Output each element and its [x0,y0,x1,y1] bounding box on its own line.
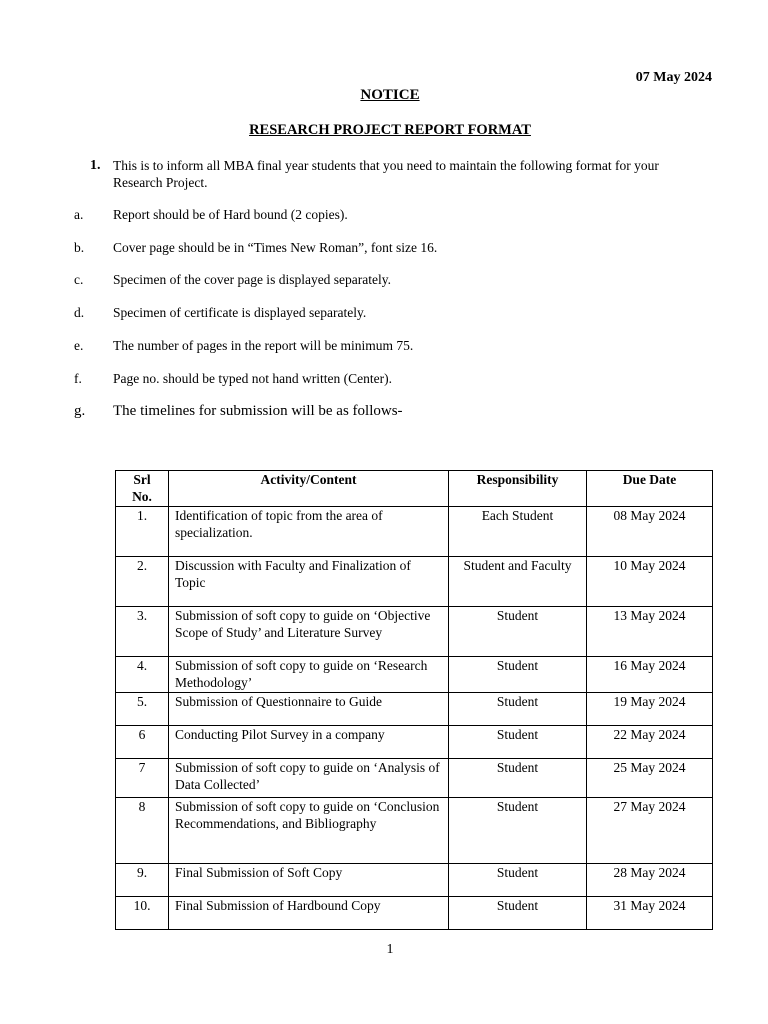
cell-responsibility: Student [449,864,587,897]
item-text-e: The number of pages in the report will be minimum 75. [113,338,414,353]
cell-due-date: 13 May 2024 [587,607,713,657]
notice-date: 07 May 2024 [635,70,712,85]
cell-activity: Conducting Pilot Survey in a company [169,726,449,759]
item-text-a: Report should be of Hard bound (2 copies). [113,207,348,222]
page-number: 1 [386,942,394,957]
item-text-c: Specimen of the cover page is displayed separately. [113,272,392,287]
table-header-row [116,471,713,507]
item-text-d: Specimen of certificate is displayed separately. [113,305,367,320]
table-row [116,864,713,897]
header-srl-no: Srl No. [116,471,169,507]
item-text-g: The timelines for submission will be as follows- [113,403,403,419]
cell-activity: Identification of topic from the area of specialization. [169,507,449,557]
cell-srl: 7 [116,759,169,798]
table-row [116,557,713,607]
cell-activity: Submission of soft copy to guide on ‘Analysis of Data Collected’ [169,759,449,798]
header-due-date: Due Date [587,471,713,507]
item-text-f: Page no. should be typed not hand written (Center). [113,371,392,386]
table-row [116,693,713,726]
item-letter-a: a. [74,207,84,222]
notice-title: NOTICE [360,87,420,103]
item-letter-f: f. [74,371,82,386]
cell-due-date: 25 May 2024 [587,759,713,798]
cell-due-date: 31 May 2024 [587,897,713,930]
cell-activity: Discussion with Faculty and Finalization of Topic [169,557,449,607]
item-letter-b: b. [74,240,85,255]
cell-srl: 2. [116,557,169,607]
cell-srl: 6 [116,726,169,759]
cell-srl: 4. [116,657,169,693]
table-row [116,726,713,759]
cell-responsibility: Student [449,657,587,693]
cell-activity: Submission of soft copy to guide on ‘Research Methodology’ [169,657,449,693]
table-row [116,507,713,557]
cell-due-date: 19 May 2024 [587,693,713,726]
cell-activity: Final Submission of Hardbound Copy [169,897,449,930]
cell-activity: Submission of soft copy to guide on ‘Objective Scope of Study’ and Literature Survey [169,607,449,657]
cell-due-date: 27 May 2024 [587,798,713,864]
cell-srl: 1. [116,507,169,557]
cell-responsibility: Student and Faculty [449,557,587,607]
cell-responsibility: Student [449,897,587,930]
cell-responsibility: Each Student [449,507,587,557]
cell-activity: Submission of soft copy to guide on ‘Conclusion Recommendations, and Bibliography [169,798,449,864]
item-letter-g: g. [74,403,86,419]
cell-responsibility: Student [449,759,587,798]
item-letter-d: d. [74,305,85,320]
cell-responsibility: Student [449,607,587,657]
item-text-b: Cover page should be in “Times New Roman”, font size 16. [113,240,438,255]
cell-due-date: 22 May 2024 [587,726,713,759]
cell-responsibility: Student [449,726,587,759]
document-heading: RESEARCH PROJECT REPORT FORMAT [249,122,531,138]
cell-due-date: 28 May 2024 [587,864,713,897]
cell-activity: Submission of Questionnaire to Guide [169,693,449,726]
item-letter-c: c. [74,272,84,287]
point-text: This is to inform all MBA final year students that you need to maintain the following format for your Research Project. [113,158,659,190]
table-row [116,897,713,930]
header-activity: Activity/Content [169,471,449,507]
cell-responsibility: Student [449,798,587,864]
cell-due-date: 08 May 2024 [587,507,713,557]
header-responsibility: Responsibility [449,471,587,507]
cell-srl: 9. [116,864,169,897]
timeline-table [115,470,713,930]
cell-responsibility: Student [449,693,587,726]
cell-srl: 3. [116,607,169,657]
point-number: 1. [90,158,101,173]
cell-srl: 8 [116,798,169,864]
cell-due-date: 16 May 2024 [587,657,713,693]
cell-due-date: 10 May 2024 [587,557,713,607]
item-letter-e: e. [74,338,84,353]
cell-srl: 5. [116,693,169,726]
cell-activity: Final Submission of Soft Copy [169,864,449,897]
table-row [116,657,713,693]
cell-srl: 10. [116,897,169,930]
table-row [116,607,713,657]
table-row [116,798,713,864]
table-row [116,759,713,798]
